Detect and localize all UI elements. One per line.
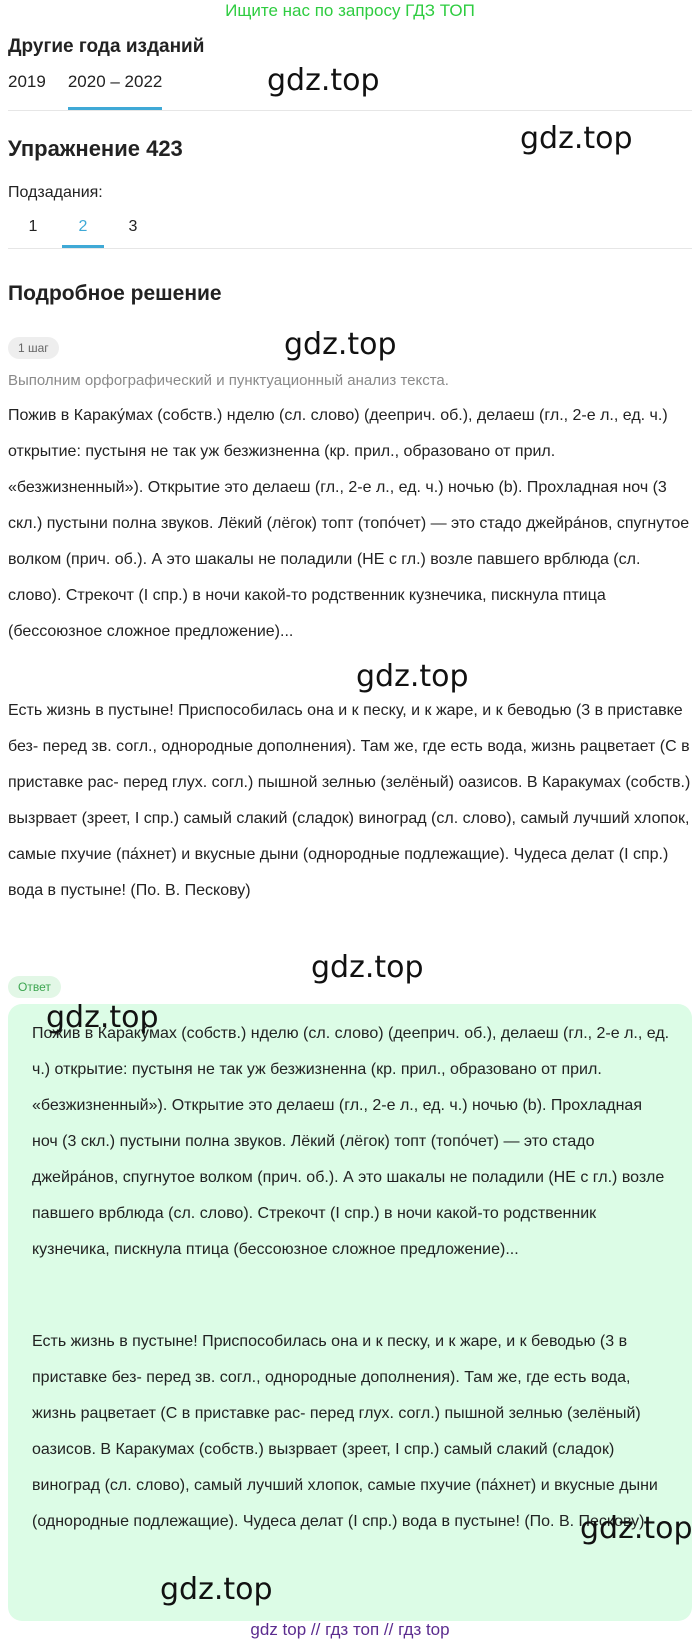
watermark: gdz.top <box>267 63 380 98</box>
divider <box>8 110 692 111</box>
solution-paragraph-2: Есть жизнь в пустыне! Приспособилась она и к песку, и к жаре, и к беводью (3 в приставке без- перед зв. согл., однородные дополнения). Там же, где есть вода, жизнь рацветает (С в приставке рас- перед глух. согл.) пышной зелнью (зелёный) оазисов. В Каракумах (собств.) вызрвает (зреет, I спр.) самый слакий (сладок) виноград (сл. слово), самый лучший хлопок, самые пхучие (па́хнет) и вкусные дыни (однородные подлежащие). Чудеса делат (I спр.) вода в пустыне! (По. В. Пескову) <box>8 702 691 899</box>
subtask-tab-2[interactable]: 2 <box>62 206 104 248</box>
subtask-tab-1[interactable]: 1 <box>28 218 38 235</box>
footer-links[interactable]: gdz top // гдз топ // гдз top <box>250 1620 450 1639</box>
year-tab-2019[interactable]: 2019 <box>8 72 46 91</box>
solution-title: Подробное решение <box>8 282 222 305</box>
exercise-title: Упражнение 423 <box>8 136 183 161</box>
subtasks-label: Подзадания: <box>8 184 103 201</box>
subtask-tabs <box>12 206 162 248</box>
watermark: gdz.top <box>520 121 633 156</box>
subtask-tab-3[interactable]: 3 <box>128 218 138 235</box>
answer-paragraph-1: Пожив в Караку́мах (собств.) нделю (сл. слово) (дееприч. об.), делаеш (гл., 2-е л., ед. ч.) открытие: пустыня не так уж безжизненна (кр. прил., образовано от прил. «безжизненный»). Открытие это делаеш (гл., 2-е л., ед. ч.) ночью (b). Прохладная ноч (3 скл.) пустыни полна звуков. Лёкий (лёгок) топт (топо́чет) — это стадо джейра́нов, спугнутое волком (прич. об.). А это шакалы не поладили (НЕ с гл.) возле павшего врблюда (сл. слово). Стрекочт (I спр.) в ночи какой-то родственник кузнечика, пискнула птица (бессоюзное сложное предложение)... <box>32 1025 670 1258</box>
solution-paragraph-1: Пожив в Караку́мах (собств.) нделю (сл. слово) (дееприч. об.), делаеш (гл., 2-е л., ед. ч.) открытие: пустыня не так уж безжизненна (кр. прил., образовано от прил. «безжизненный»). Открытие это делаеш (гл., 2-е л., ед. ч.) ночью (b). Прохладная ноч (3 скл.) пустыни полна звуков. Лёкий (лёгок) топт (топо́чет) — это стадо джейра́нов, спугнутое волком (прич. об.). А это шакалы не поладили (НЕ с гл.) возле павшего врблюда (сл. слово). Стрекочт (I спр.) в ночи какой-то родственник кузнечика, пискнула птица (бессоюзное сложное предложение)... <box>8 407 690 640</box>
answer-badge: Ответ <box>8 976 61 998</box>
top-banner: Ищите нас по запросу ГДЗ ТОП <box>225 1 475 20</box>
watermark: gdz.top <box>160 1572 273 1607</box>
watermark: gdz.top <box>284 327 397 362</box>
watermark: gdz.top <box>580 1511 693 1546</box>
watermark: gdz.top <box>356 659 469 694</box>
solution-hint: Выполним орфографический и пунктуационный анализ текста. <box>8 372 449 389</box>
answer-paragraph-2: Есть жизнь в пустыне! Приспособилась она и к песку, и к жаре, и к беводью (3 в приставке без- перед зв. согл., однородные дополнения). Там же, где есть вода, жизнь рацветает (С в приставке рас- перед глух. согл.) пышной зелнью (зелёный) оазисов. В Каракумах (собств.) вызрвает (зреет, I спр.) самый слакий (сладок) виноград (сл. слово), самый лучший хлопок, самые пхучие (па́хнет) и вкусные дыни (однородные подлежащие). Чудеса делат (I спр.) вода в пустыне! (По. В. Пескову) <box>32 1333 658 1530</box>
divider <box>8 248 692 249</box>
year-tabs <box>8 62 184 110</box>
watermark: gdz.top <box>46 1000 159 1035</box>
step-badge: 1 шаг <box>8 337 59 359</box>
watermark: gdz.top <box>311 950 424 985</box>
year-tab-2020-2022[interactable]: 2020 – 2022 <box>68 62 163 110</box>
other-years-title: Другие года изданий <box>8 36 205 57</box>
